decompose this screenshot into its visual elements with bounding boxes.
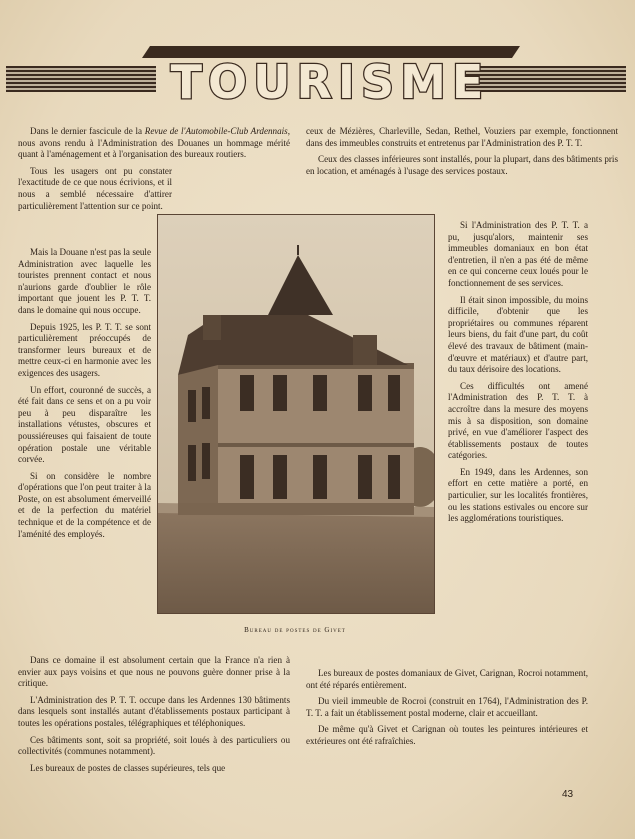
paragraph: ceux de Mézières, Charleville, Sedan, Rethel, Vouziers par exemple, fonctionnent dans des immeubles construits et entretenus par l'Administration des P. T. T. xyxy=(306,126,618,148)
paragraph: Si l'Administration des P. T. T. a pu, jusqu'alors, maintenir ses immeubles domaniaux en bon état d'entretien, il n'en a pas été de même en ce qui concerne ceux loués pour le fonctionnement de ses services. xyxy=(448,220,588,288)
photo-caption: Bureau de postes de Givet xyxy=(244,626,346,634)
paragraph: Ceux des classes inférieures sont installés, pour la plupart, dans des bâtiments pris en location, et aménagés à l'usage des services postaux. xyxy=(306,154,618,176)
page-number: 43 xyxy=(562,789,574,800)
page-title xyxy=(120,40,540,106)
paragraph: Les bureaux de postes de classes supérieures, tels que xyxy=(30,762,226,773)
paragraph: Depuis 1925, les P. T. T. se sont particulièrement préoccupés de transformer leurs bureaux et de mettre ceux-ci en harmonie avec les exigences des usagers. xyxy=(18,321,151,378)
paragraph: Les bureaux de postes domaniaux de Givet, Carignan, Rocroi notamment, ont été réparés entièrement. xyxy=(306,668,588,690)
paragraph: Du vieil immeuble de Rocroi (construit en 1764), l'Administration des P. T. T. a fait un établissement postal moderne, clair et accueillant. xyxy=(306,696,588,718)
paragraph: En 1949, dans les Ardennes, son effort en cette matière a porté, en particulier, sur les localités frontières, ou les stations estivales ou encore sur les agglomérations touristiques. xyxy=(448,466,588,524)
column-2-top xyxy=(306,126,618,177)
paragraph: Un effort, couronné de succès, a été fait dans ce sens et on a pu voir peu à peu disparaître les installations vétustes, obscures et poussiéreuses qui faisaient de toute opération postale une véritable corvée. xyxy=(18,384,151,465)
column-1-narrow xyxy=(18,247,151,540)
page-title-text: TOURISME xyxy=(170,55,490,106)
paragraph: Dans le dernier fascicule de la Revue de l'Automobile-Club Ardennais, nous avons rendu à l'Administration des Douanes un hommage mérité quant à l'aménagement et à l'organisation des bureaux routiers. xyxy=(18,126,290,160)
column-1-bottom xyxy=(18,655,290,774)
paragraph: Il était sinon impossible, du moins difficile, d'obtenir que les propriétaires ou communes réparent leurs biens, du fait d'une part, du coût élevé des travaux de bâtiment (main-d'œuvre et matériaux) et d'autre part, du taux dérisoire des locations. xyxy=(448,294,588,375)
column-2-narrow xyxy=(448,220,588,525)
column-1-top xyxy=(18,126,290,212)
column-2-bottom xyxy=(306,668,588,748)
paragraph: De même qu'à Givet et Carignan où toutes les peintures intérieures et extérieures ont été rafraîchies. xyxy=(306,724,588,746)
paragraph: Ces bâtiments sont, soit sa propriété, soit loués à des particuliers ou collectivités (communes notamment). xyxy=(18,734,290,757)
building-photo xyxy=(157,214,435,614)
paragraph: Ces difficultés ont amené l'Administration des P. T. T. à accroître dans la mesure des moyens mis à sa disposition, son domaine privé, en vue d'améliorer l'aspect des établissements postaux de toutes catégories. xyxy=(448,380,588,461)
paragraph: Tous les usagers ont pu constater l'exactitude de ce que nous écrivions, et il nous a semblé nécessaire d'attirer particulièrement l'attention sur ce point. xyxy=(18,165,172,211)
paragraph: Dans ce domaine il est absolument certain que la France n'a rien à envier aux pays voisins et que nous ne pouvons guère donner prise à la critique. xyxy=(18,655,290,689)
paragraph: Mais la Douane n'est pas la seule Administration avec laquelle les touristes prennent contact et nous n'aurions garde d'oublier le rôle important que jouent les P. T. T. dans le domaine qui nous occupe. xyxy=(18,247,151,315)
paragraph: L'Administration des P. T. T. occupe dans les Ardennes 130 bâtiments dans lesquels sont installés autant d'établissements postaux participant à toutes les opérations postales, télégraphiques et téléphoniques. xyxy=(18,694,290,728)
journal-title: Revue de l'Automobile-Club Ardennais, xyxy=(144,126,290,136)
paragraph: Si on considère le nombre d'opérations que l'on peut traiter à la Poste, on est absolument émerveillé et de la perfection du matériel technique et de la compétence et de l'aménité des employés. xyxy=(18,470,151,539)
